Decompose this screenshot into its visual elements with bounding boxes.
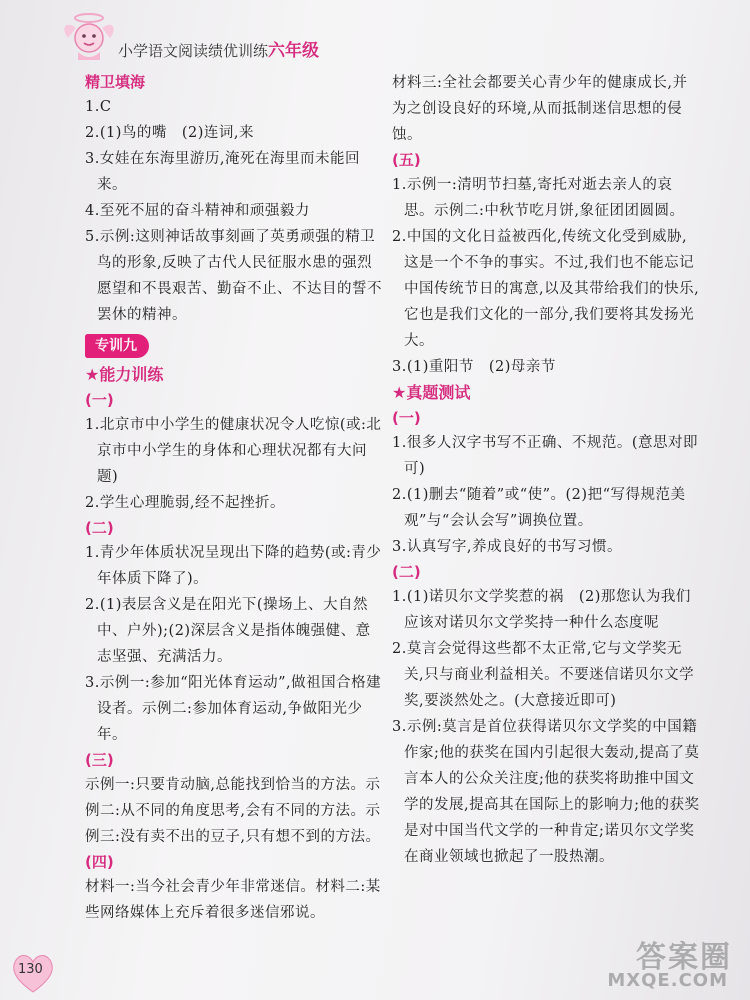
answer-item: 2.莫言会觉得这些都不太正常,它与文学奖无关,只与商业利益相关。不要迷信诺贝尔文学奖,要淡然处之。(大意接近即可) bbox=[392, 641, 695, 709]
category-heading: ★真题测试 bbox=[392, 383, 471, 402]
subsection-label: (四) bbox=[85, 853, 114, 871]
answer-item: 1.青少年体质状况呈现出下降的趋势(或:青少年体质下降了)。 bbox=[85, 545, 382, 587]
answer-item: 5.示例:这则神话故事刻画了英勇顽强的精卫鸟的形象,反映了古代人民征服水患的强烈愿望和不畏艰苦、勤奋不止、不达目的誓不罢休的精神。 bbox=[85, 229, 382, 323]
answer-item: 2.(1)鸟的嘴 (2)连词,来 bbox=[85, 125, 255, 141]
answer-item: 3.女娃在东海里游历,淹死在海里而未能回来。 bbox=[85, 151, 360, 193]
grade-label: 六年级 bbox=[268, 41, 320, 61]
answer-paragraph: 示例一:只要肯动脑,总能找到恰当的方法。示例二:从不同的角度思考,会有不同的方法。示例三:没有卖不出的豆子,只有想不到的方法。 bbox=[85, 777, 381, 845]
answer-item: 1.很多人汉字书写不正确、不规范。(意思对即可) bbox=[392, 435, 698, 477]
book-title bbox=[118, 36, 319, 61]
left-column bbox=[85, 70, 385, 926]
answer-paragraph: 材料三:全社会都要关心青少年的健康成长,并为之创设良好的环境,从而抵制迷信思想的侵蚀。 bbox=[392, 75, 688, 143]
subsection-label: (三) bbox=[85, 751, 114, 769]
answer-item: 3.示例:莫言是首位获得诺贝尔文学奖的中国籍作家;他的获奖在国内引起很大轰动,提高了莫言本人的公众关注度;他的获奖将助推中国文学的发展,提高其在国际上的影响力;他的获奖是对中国当代文学的一种肯定;诺贝尔文学奖在商业领域也掀起了一股热潮。 bbox=[392, 719, 700, 865]
answer-item: 1.(1)诺贝尔文学奖惹的祸 (2)那您认为我们应该对诺贝尔文学奖持一种什么态度呢 bbox=[392, 589, 691, 631]
answer-paragraph: 材料一:当今社会青少年非常迷信。材料二:某些网络媒体上充斥着很多迷信邪说。 bbox=[85, 879, 381, 921]
answer-item: 2.中国的文化日益被西化,传统文化受到威胁,这是一个不争的事实。不过,我们也不能忘记中国传统节日的寓意,以及其带给我们的快乐,它也是我们文化的一部分,我们要将其发扬光大。 bbox=[392, 229, 700, 349]
subsection-label: (二) bbox=[392, 563, 421, 581]
page-number: 130 bbox=[18, 962, 43, 977]
subsection-label: (五) bbox=[392, 151, 421, 169]
unit-badge: 专训九 bbox=[85, 334, 149, 358]
angel-mascot-icon bbox=[60, 8, 118, 66]
subsection-label: (二) bbox=[85, 519, 114, 537]
answer-item: 3.(1)重阳节 (2)母亲节 bbox=[392, 359, 556, 375]
subsection-label: (一) bbox=[392, 409, 421, 427]
page-header bbox=[60, 8, 460, 68]
answer-item: 3.认真写字,养成良好的书写习惯。 bbox=[392, 539, 622, 555]
answer-item: 2.(1)表层含义是在阳光下(操场上、大自然中、户外);(2)深层含义是指体魄强健、意志坚强、充满活力。 bbox=[85, 597, 371, 665]
answer-item: 1.示例一:清明节扫墓,寄托对逝去亲人的哀思。示例二:中秋节吃月饼,象征团团圆圆。 bbox=[392, 177, 685, 219]
answer-item: 2.学生心理脆弱,经不起挫折。 bbox=[85, 495, 285, 511]
subsection-label: (一) bbox=[85, 391, 114, 409]
answer-item: 1.北京市中小学生的健康状况令人吃惊(或:北京市中小学生的身体和心理状况都有大问题) bbox=[85, 417, 382, 485]
answer-item: 1.C bbox=[85, 99, 112, 115]
right-column bbox=[392, 70, 702, 870]
category-heading: ★能力训练 bbox=[85, 365, 164, 384]
book-title-text: 小学语文阅读绩优训练 bbox=[118, 42, 269, 60]
answer-item: 2.(1)删去“随着”或“使”。(2)把“写得规范美观”与“会认会写”调换位置。 bbox=[392, 487, 686, 529]
watermark-url: MXQE.COM bbox=[607, 970, 728, 991]
answer-item: 3.示例一:参加“阳光体育运动”,做祖国合格建设者。示例二:参加体育运动,争做阳光少年。 bbox=[85, 675, 382, 743]
watermark-logo: 答案圈 bbox=[636, 940, 732, 975]
answer-item: 4.至死不屈的奋斗精神和顽强毅力 bbox=[85, 203, 310, 219]
section-title: 精卫填海 bbox=[85, 73, 146, 91]
